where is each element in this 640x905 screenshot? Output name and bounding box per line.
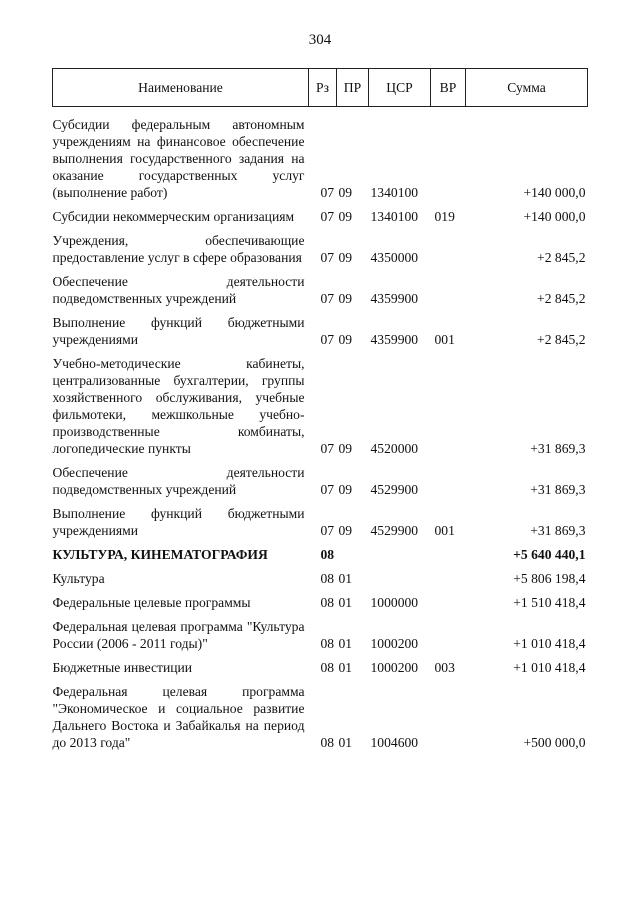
cell-name: КУЛЬТУРА, КИНЕМАТОГРАФИЯ [52,547,268,562]
cell-sum: +1 010 418,4 [513,636,586,651]
row-spacer-cell [53,498,588,505]
cell-vr: 019 [434,209,455,224]
cell-name: Учебно-методические кабинеты, централизованные бухгалтерии, группы хозяйственного обслуживания, учебные фильмотеки, межшкольные учебно-производственные комбинаты, логопедические пункты [52,356,305,456]
cell-rz: 07 [320,332,335,347]
cell-csr: 4529900 [370,523,419,538]
row-spacer-cell [53,676,588,683]
cell-name: Бюджетные инвестиции [52,660,193,675]
cell-rz: 07 [320,482,335,497]
cell-name: Субсидии федеральным автономным учреждениям на финансовое обеспечение выполнения государственного задания на оказание государственных услуг (выполнение работ) [52,117,305,200]
cell-rz: 07 [320,185,335,200]
cell-pr: 09 [338,523,353,538]
cell-sum: +2 845,2 [537,250,586,265]
row-spacer-cell [53,652,588,659]
cell-rz: 07 [320,250,335,265]
cell-rz: 08 [320,595,335,610]
header-csr: ЦСР [369,69,431,107]
cell-vr [431,618,466,652]
cell-sum: +140 000,0 [523,185,586,200]
cell-rz: 08 [320,735,335,750]
header-name: Наименование [53,69,309,107]
cell-sum: +2 845,2 [537,332,586,347]
cell-vr [431,464,466,498]
header-pr: ПР [337,69,369,107]
cell-vr [431,594,466,611]
cell-name: Обеспечение деятельности подведомственных учреждений [52,465,305,497]
budget-table [52,68,588,751]
cell-sum: +1 010 418,4 [513,660,586,675]
cell-csr: 1000200 [370,660,419,675]
cell-sum: +2 845,2 [537,291,586,306]
cell-vr: 001 [434,332,455,347]
table-row [53,116,588,201]
table-row [53,618,588,652]
cell-vr: 003 [434,660,455,675]
page-number: 304 [308,32,332,48]
table-header-row [53,69,588,107]
cell-rz: 07 [320,523,335,538]
cell-name: Обеспечение деятельности подведомственных учреждений [52,274,305,306]
cell-pr: 09 [338,250,353,265]
cell-vr: 001 [434,523,455,538]
cell-vr [431,570,466,587]
row-spacer [53,563,588,570]
table-body [53,107,588,752]
row-spacer [53,587,588,594]
cell-pr: 01 [338,735,353,750]
table-row [53,314,588,348]
cell-rz: 07 [320,291,335,306]
row-spacer [53,107,588,117]
cell-csr: 4520000 [370,441,419,456]
cell-sum: +500 000,0 [523,735,586,750]
cell-sum: +1 510 418,4 [513,595,586,610]
row-spacer-cell [53,611,588,618]
cell-sum: +140 000,0 [523,209,586,224]
table-row [53,232,588,266]
row-spacer-cell [53,587,588,594]
row-spacer [53,457,588,464]
cell-csr: 4350000 [370,250,419,265]
cell-pr: 09 [338,209,353,224]
cell-name: Выполнение функций бюджетными учреждениями [52,506,305,538]
row-spacer-cell [53,457,588,464]
table-row [53,208,588,225]
row-spacer-cell [53,348,588,355]
cell-rz: 08 [320,660,335,675]
cell-rz: 07 [320,209,335,224]
table-row [53,683,588,751]
cell-csr: 1340100 [370,185,419,200]
row-spacer-cell [53,107,588,117]
cell-name: Федеральная целевая программа "Культура России (2006 - 2011 годы)" [52,619,305,651]
cell-vr [431,232,466,266]
table-row [53,355,588,457]
row-spacer [53,266,588,273]
cell-csr: 4359900 [370,291,419,306]
cell-name: Федеральная целевая программа "Экономическое и социальное развитие Дальнего Востока и Забайкалья на период до 2013 года" [52,684,305,750]
cell-sum: +31 869,3 [530,482,586,497]
cell-pr: 09 [338,482,353,497]
cell-csr: 1000200 [370,636,419,651]
row-spacer-cell [53,307,588,314]
cell-csr: 4529900 [370,482,419,497]
cell-pr [337,546,369,563]
cell-vr [431,546,466,563]
table-row [53,570,588,587]
cell-sum: +5 806 198,4 [513,571,586,586]
row-spacer [53,225,588,232]
table-row [53,505,588,539]
cell-pr: 09 [338,291,353,306]
cell-rz: 08 [320,571,335,586]
cell-rz: 08 [320,636,335,651]
cell-pr: 09 [338,332,353,347]
cell-name: Субсидии некоммерческим организациям [52,209,295,224]
cell-vr [431,683,466,751]
cell-name: Выполнение функций бюджетными учреждениями [52,315,305,347]
cell-pr: 01 [338,571,353,586]
row-spacer [53,307,588,314]
row-spacer [53,611,588,618]
cell-rz: 07 [320,441,335,456]
cell-csr: 4359900 [370,332,419,347]
cell-rz: 08 [320,547,335,562]
row-spacer [53,676,588,683]
row-spacer [53,652,588,659]
row-spacer [53,348,588,355]
cell-csr: 1000000 [370,595,419,610]
header-sum: Сумма [466,69,588,107]
header-vr: ВР [431,69,466,107]
cell-csr: 1340100 [370,209,419,224]
table-row [53,594,588,611]
row-spacer [53,498,588,505]
cell-vr [431,355,466,457]
cell-pr: 09 [338,185,353,200]
row-spacer-cell [53,225,588,232]
cell-sum: +5 640 440,1 [513,547,586,562]
table-row [53,273,588,307]
row-spacer-cell [53,563,588,570]
cell-vr [431,116,466,201]
cell-name: Федеральные целевые программы [52,595,251,610]
cell-csr [369,570,431,587]
table-row [53,659,588,676]
cell-csr: 1004600 [370,735,419,750]
row-spacer-cell [53,266,588,273]
row-spacer [53,201,588,208]
cell-pr: 01 [338,660,353,675]
cell-sum: +31 869,3 [530,441,586,456]
row-spacer-cell [53,201,588,208]
cell-pr: 01 [338,636,353,651]
header-rz: Рз [309,69,337,107]
cell-pr: 01 [338,595,353,610]
row-spacer-cell [53,539,588,546]
cell-name: Культура [52,571,105,586]
cell-sum: +31 869,3 [530,523,586,538]
cell-vr [431,273,466,307]
table-row [53,546,588,563]
cell-pr: 09 [338,441,353,456]
table-row [53,464,588,498]
row-spacer [53,539,588,546]
cell-name: Учреждения, обеспечивающие предоставление услуг в сфере образования [52,233,305,265]
cell-csr [369,546,431,563]
